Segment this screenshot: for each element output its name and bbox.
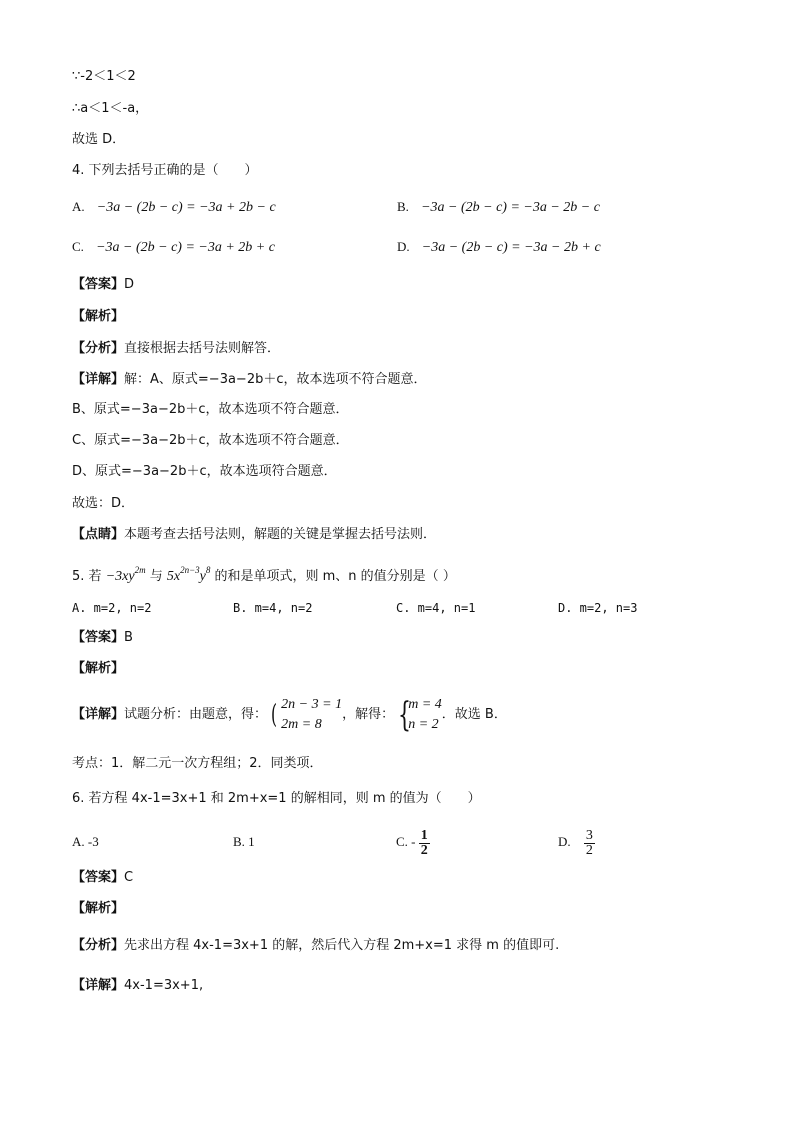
q5-option-d: D. m=2, n=3 bbox=[558, 601, 638, 615]
q4-comment-text: 本题考查去括号法则，解题的关键是掌握去括号法则． bbox=[124, 527, 437, 542]
q5-term2-exp: 2n−3 bbox=[180, 565, 200, 575]
q5-stem-suffix: 的和是单项式，则 m、n 的值分别是（ ） bbox=[214, 569, 456, 584]
q5-term1-base: −3xy bbox=[105, 569, 135, 584]
conclusion-line: 故选 D． bbox=[72, 132, 126, 147]
detail-tag: 【详解】 bbox=[72, 707, 125, 722]
q4-conclusion: 故选：D． bbox=[72, 496, 135, 511]
q4-detail-d: D、原式=−3a−2b＋c，故本选项符合题意． bbox=[72, 464, 337, 479]
q6-jiexi-tag: 【解析】 bbox=[72, 901, 125, 916]
q6-option-c bbox=[396, 824, 430, 860]
q4-stem: 4. 下列去括号正确的是（ ） bbox=[72, 163, 258, 178]
q4-analysis bbox=[72, 340, 280, 358]
q6-option-b: B. 1 bbox=[233, 834, 255, 849]
answer-tag: 【答案】 bbox=[72, 630, 125, 645]
q6-option-c-denominator: 2 bbox=[420, 842, 428, 858]
q5-option-b: B. m=4, n=2 bbox=[233, 601, 313, 615]
q5-system-1-eq2: 2m = 8 bbox=[281, 716, 322, 732]
q5-stem-prefix: 5. 若 bbox=[72, 569, 102, 584]
q6-detail-text: 4x-1=3x+1, bbox=[124, 978, 204, 993]
q4-jiexi-tag: 【解析】 bbox=[72, 309, 125, 324]
brace-icon: ( bbox=[271, 699, 278, 730]
q5-system-2 bbox=[398, 695, 442, 735]
q6-detail bbox=[72, 977, 203, 995]
q5-term2-y: y bbox=[199, 569, 206, 584]
q5-system-2-eq2: n = 2 bbox=[408, 716, 439, 732]
q5-system-2-eq1: m = 4 bbox=[408, 696, 442, 712]
q5-system-1-eq1: 2n − 3 = 1 bbox=[281, 696, 343, 712]
q5-stem bbox=[72, 561, 456, 586]
q5-answer bbox=[72, 629, 133, 647]
q6-answer-value: C bbox=[124, 870, 134, 885]
q5-option-a: A. m=2, n=2 bbox=[72, 601, 152, 615]
detail-tag: 【详解】 bbox=[72, 978, 125, 993]
q6-option-d-fraction bbox=[584, 829, 595, 858]
q4-answer bbox=[72, 276, 134, 294]
q4-option-c bbox=[72, 238, 275, 257]
q6-option-c-fraction bbox=[419, 829, 430, 858]
q5-detail-prefix: 试题分析：由题意，得： bbox=[124, 707, 268, 722]
q4-option-a bbox=[72, 198, 276, 217]
q4-option-c-expr: −3a − (2b − c) = −3a + 2b + c bbox=[96, 240, 275, 255]
q5-detail-mid: ，解得： bbox=[342, 707, 395, 722]
q5-detail-suffix: ．故选 B． bbox=[441, 707, 507, 722]
q6-stem: 6. 若方程 4x-1=3x+1 和 2m+x=1 的解相同，则 m 的值为（ ） bbox=[72, 791, 481, 806]
q4-detail-c: C、原式=−3a−2b＋c，故本选项不符合题意． bbox=[72, 433, 349, 448]
comment-tag: 【点睛】 bbox=[72, 527, 125, 542]
q6-option-c-numerator: 1 bbox=[420, 827, 428, 843]
q4-comment bbox=[72, 526, 436, 544]
q4-option-d-label: D. bbox=[397, 239, 410, 254]
q6-option-a: A. -3 bbox=[72, 834, 99, 849]
answer-tag: 【答案】 bbox=[72, 870, 125, 885]
q4-analysis-text: 直接根据去括号法则解答． bbox=[124, 341, 281, 356]
q5-answer-value: B bbox=[124, 630, 133, 645]
q5-detail bbox=[72, 693, 507, 737]
q5-jiexi-tag: 【解析】 bbox=[72, 661, 125, 676]
q5-term1-exp: 2m bbox=[134, 565, 146, 575]
q5-option-c: C. m=4, n=1 bbox=[396, 601, 476, 615]
detail-tag: 【详解】 bbox=[72, 372, 125, 387]
q5-term2-yexp: 8 bbox=[205, 565, 211, 575]
q4-option-d-expr: −3a − (2b − c) = −3a − 2b + c bbox=[421, 240, 601, 255]
q6-answer bbox=[72, 869, 133, 887]
q4-option-a-expr: −3a − (2b − c) = −3a + 2b − c bbox=[96, 200, 276, 215]
q5-connector: 与 bbox=[149, 569, 163, 584]
q6-option-d-label: D. bbox=[558, 834, 571, 849]
q5-kaodian: 考点：1．解二元一次方程组；2．同类项． bbox=[72, 756, 323, 771]
answer-tag: 【答案】 bbox=[72, 277, 125, 292]
q5-term2-coef: 5x bbox=[166, 569, 181, 584]
q4-option-b bbox=[397, 198, 600, 217]
q6-option-d-denominator: 2 bbox=[585, 842, 593, 858]
q4-option-b-label: B. bbox=[397, 199, 409, 214]
q5-term1 bbox=[105, 565, 146, 584]
analysis-tag: 【分析】 bbox=[72, 341, 125, 356]
q6-option-d-numerator: 3 bbox=[585, 827, 593, 843]
q4-option-b-expr: −3a − (2b − c) = −3a − 2b − c bbox=[421, 200, 600, 215]
analysis-tag: 【分析】 bbox=[72, 938, 125, 953]
q6-analysis-text: 先求出方程 4x-1=3x+1 的解，然后代入方程 2m+x=1 求得 m 的值即可. bbox=[124, 938, 560, 953]
q4-option-c-label: C. bbox=[72, 239, 84, 254]
q6-analysis bbox=[72, 937, 559, 955]
q6-option-d bbox=[558, 824, 595, 860]
q5-system-1 bbox=[271, 695, 342, 735]
q4-detail-a-text: 解：A、原式=−3a−2b＋c，故本选项不符合题意． bbox=[124, 372, 427, 387]
q4-detail-a bbox=[72, 371, 427, 389]
brace-icon: { bbox=[398, 694, 412, 735]
q5-term2 bbox=[166, 565, 211, 584]
reasoning-line-1: ∵-2＜1＜2 bbox=[72, 69, 136, 84]
q4-detail-b: B、原式=−3a−2b＋c，故本选项不符合题意． bbox=[72, 402, 349, 417]
q6-option-c-label: C. - bbox=[396, 834, 416, 849]
q4-answer-value: D bbox=[124, 277, 135, 292]
q4-option-a-label: A. bbox=[72, 199, 85, 214]
q4-option-d bbox=[397, 238, 601, 257]
reasoning-line-2: ∴a＜1＜-a， bbox=[72, 101, 149, 116]
